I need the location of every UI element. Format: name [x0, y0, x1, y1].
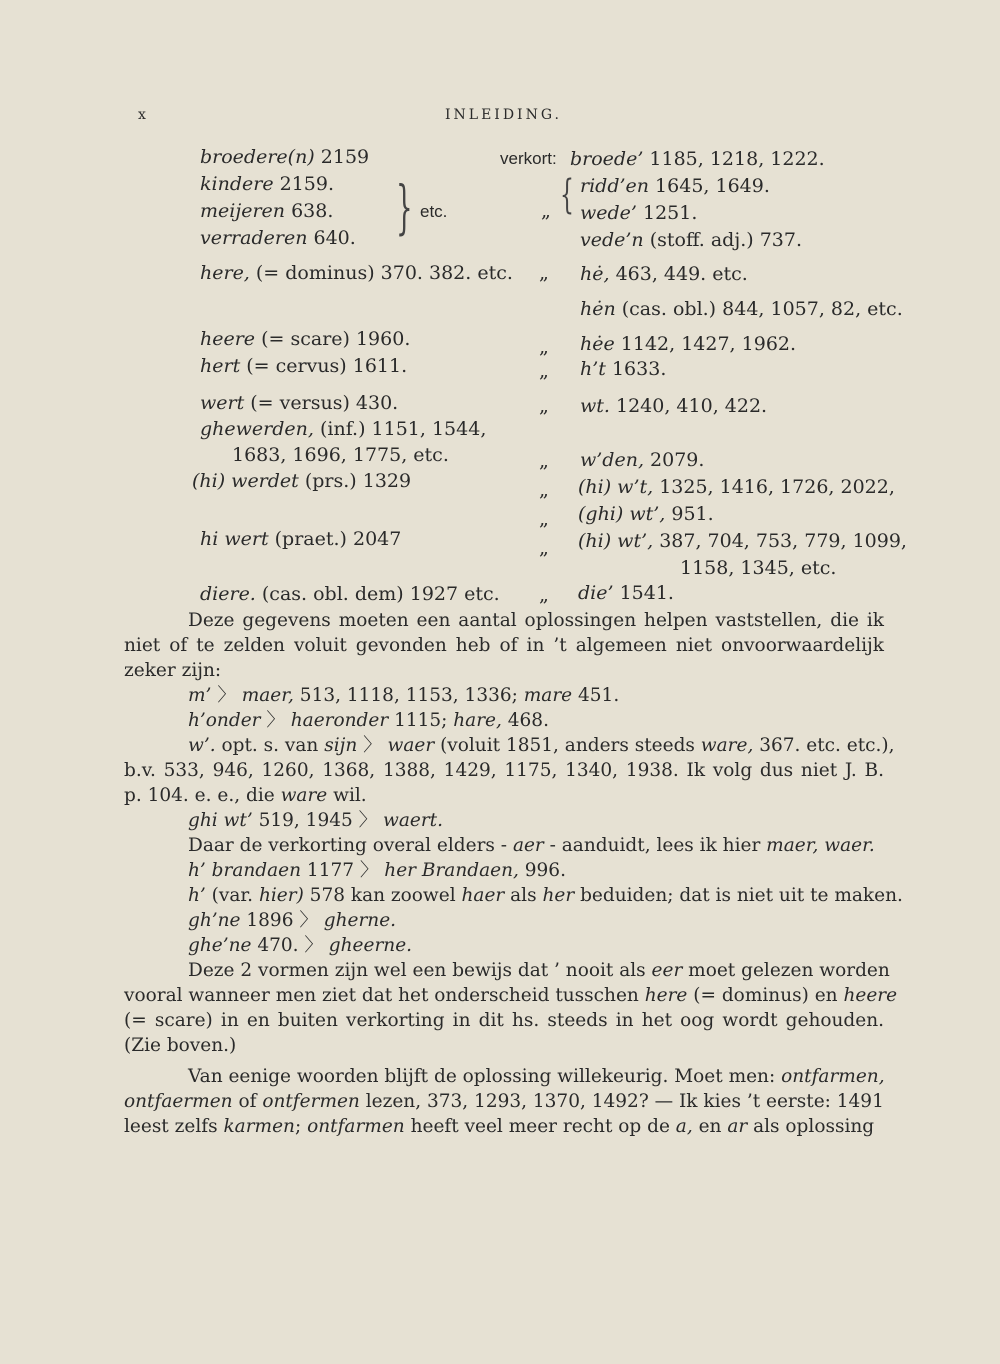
body-text [124, 608, 903, 1139]
example-line: ghe’ne 470. 〉 gheerne. [188, 935, 413, 956]
page-number: x [138, 107, 149, 123]
text-line: Deze 2 vormen zijn wel een bewijs dat ’ nooit als eer moet gelezen worden [188, 960, 890, 981]
word: (hi) werdet [192, 470, 299, 492]
table-left-row [200, 528, 401, 550]
reference: (= dominus) 370. 382. etc. [249, 262, 513, 284]
example-line: h’ brandaen 1177 〉 her Brandaen, 996. [188, 860, 566, 881]
reference: (cas. obl.) 844, 1057, 82, etc. [615, 298, 903, 320]
reference: (= scare) 1960. [255, 328, 411, 350]
table-right-row [580, 395, 767, 417]
table-left-row [232, 444, 449, 466]
word: hi wert [200, 528, 269, 550]
ditto-mark: „ [539, 360, 549, 382]
table-left-row [200, 355, 407, 377]
reference: 1142, 1427, 1962. [614, 333, 797, 355]
reference: (= versus) 430. [244, 392, 399, 414]
table-left-row [200, 418, 486, 440]
table-right-row [580, 263, 748, 285]
table-right-row [680, 557, 836, 579]
reference: 1683, 1696, 1775, etc. [232, 444, 449, 466]
example-line: w’. opt. s. van sijn 〉 waer (voluit 1851, anders steeds ware, 367. etc. etc.), [188, 735, 895, 756]
table-left-row [200, 262, 513, 284]
table-right-row [580, 333, 796, 355]
table-left-row [200, 583, 500, 605]
text-line: vooral wanneer men ziet dat het onderscheid tusschen here (= dominus) en heere [124, 985, 898, 1006]
ditto-mark: „ [539, 508, 549, 530]
verkort-label: verkort: [500, 149, 557, 168]
table-right-row [578, 582, 674, 604]
text-line: (Zie boven.) [124, 1035, 237, 1056]
table-right-row [578, 476, 895, 498]
example-line: gh’ne 1896 〉 gherne. [188, 910, 397, 931]
reference: 1633. [605, 358, 667, 380]
table-left-row [200, 392, 398, 414]
example-line: ghi wt’ 519, 1945 〉 waert. [188, 810, 443, 831]
word: hė, [580, 263, 610, 285]
table-right-row [580, 202, 697, 224]
ditto-mark: „ [539, 336, 549, 358]
reference: 1185, 1218, 1222. [643, 148, 825, 170]
reference: (stoff. adj.) 737. [643, 229, 803, 251]
table-right-row [580, 449, 704, 471]
word: wert [200, 392, 245, 414]
word: hėn [580, 298, 616, 320]
text-line: p. 104. e. e., die ware wil. [124, 785, 367, 806]
word: ghewerden, [200, 418, 314, 440]
text-line: Van eenige woorden blijft de oplossing willekeurig. Moet men: ontfarmen, [188, 1066, 885, 1087]
text-line: ontfaermen of ontfermen lezen, 373, 1293, 1370, 1492? — Ik kies ’t eerste: 1491 [124, 1091, 884, 1112]
reference: 1251. [636, 202, 698, 224]
example-line: m’ 〉 maer, 513, 1118, 1153, 1336; mare 451. [188, 685, 620, 706]
word: broede’ [570, 148, 644, 170]
word: kindere [200, 173, 274, 195]
word: ridd’en [580, 175, 650, 197]
table-right-row [580, 298, 903, 320]
left-brace: { [560, 172, 574, 218]
table-left-row [192, 470, 411, 492]
running-title: INLEIDING. [445, 107, 562, 123]
word: vede’n [580, 229, 644, 251]
word: heere [200, 328, 256, 350]
word: hėe [580, 333, 615, 355]
table-right-row [578, 530, 907, 552]
reference: 2079. [644, 449, 705, 471]
text-line: leest zelfs karmen; ontfarmen heeft veel meer recht op de a, en ar als oplossing [124, 1116, 875, 1137]
reference: (inf.) 1151, 1544, [313, 418, 487, 440]
table-right-row [578, 503, 714, 525]
table-left-row [200, 146, 369, 168]
text-line: zeker zijn: [124, 660, 222, 681]
word: verraderen [200, 227, 308, 249]
example-line: h’ (var. hier) 578 kan zoowel haer als her beduiden; dat is niet uit te maken. [188, 885, 903, 906]
ditto-mark: „ [541, 200, 551, 222]
table-right-row [580, 229, 802, 251]
text-line: b.v. 533, 946, 1260, 1368, 1388, 1429, 1175, 1340, 1938. Ik volg dus niet J. B. [124, 760, 884, 781]
ditto-mark: „ [539, 262, 549, 284]
word: hert [200, 355, 241, 377]
reference: (prs.) 1329 [298, 470, 412, 492]
right-brace: } [396, 173, 413, 241]
reference: (cas. obl. dem) 1927 etc. [255, 583, 500, 605]
reference: 638. [285, 200, 334, 222]
text-line: (= scare) in en buiten verkorting in dit hs. steeds in het oog wordt gehouden. [124, 1010, 884, 1031]
text-line: Deze gegevens moeten een aantal oplossingen helpen vaststellen, die ik [188, 610, 884, 631]
reference: 951. [665, 503, 714, 525]
reference: 1645, 1649. [649, 175, 770, 197]
ditto-mark: „ [539, 395, 549, 417]
table-right-row [580, 358, 666, 380]
example-line: h’onder 〉 haeronder 1115; hare, 468. [188, 710, 549, 731]
word: die’ [578, 582, 614, 604]
etc-label: etc. [420, 202, 448, 221]
word: (hi) w’t, [578, 476, 654, 498]
reference: 640. [307, 227, 356, 249]
word: wede’ [580, 202, 637, 224]
reference: (praet.) 2047 [268, 528, 402, 550]
reference: 1240, 410, 422. [609, 395, 768, 417]
table-right-row [580, 175, 770, 197]
text-line: Daar de verkorting overal elders - aer - aanduidt, lees ik hier maer, waer. [188, 835, 875, 856]
word: (ghi) wt’, [578, 503, 666, 525]
ditto-mark: „ [539, 584, 549, 606]
word: diere. [200, 583, 256, 605]
reference: 2159 [314, 146, 370, 168]
reference: 2159. [273, 173, 334, 195]
word: meijeren [200, 200, 286, 222]
reference: (= cervus) 1611. [240, 355, 408, 377]
word: h’t [580, 358, 606, 380]
text-line: niet of te zelden voluit gevonden heb of in ’t algemeen niet onvoorwaardelijk [124, 635, 884, 656]
table-left-row [200, 328, 410, 350]
table-right-row [570, 148, 825, 170]
ditto-mark: „ [539, 479, 549, 501]
reference: 1158, 1345, etc. [680, 557, 837, 579]
reference: 463, 449. etc. [609, 263, 748, 285]
word: (hi) wt’, [578, 530, 654, 552]
reference: 387, 704, 753, 779, 1099, [653, 530, 907, 552]
ditto-mark: „ [539, 450, 549, 472]
word: wt. [580, 395, 610, 417]
table-left-row [200, 227, 356, 249]
word: broedere(n) [200, 146, 315, 168]
word: here, [200, 262, 250, 284]
reference: 1541. [613, 582, 674, 604]
ditto-mark: „ [539, 537, 549, 559]
table-left-row [200, 173, 334, 195]
word: w’den, [580, 449, 644, 471]
reference: 1325, 1416, 1726, 2022, [653, 476, 895, 498]
table-left-row [200, 200, 333, 222]
